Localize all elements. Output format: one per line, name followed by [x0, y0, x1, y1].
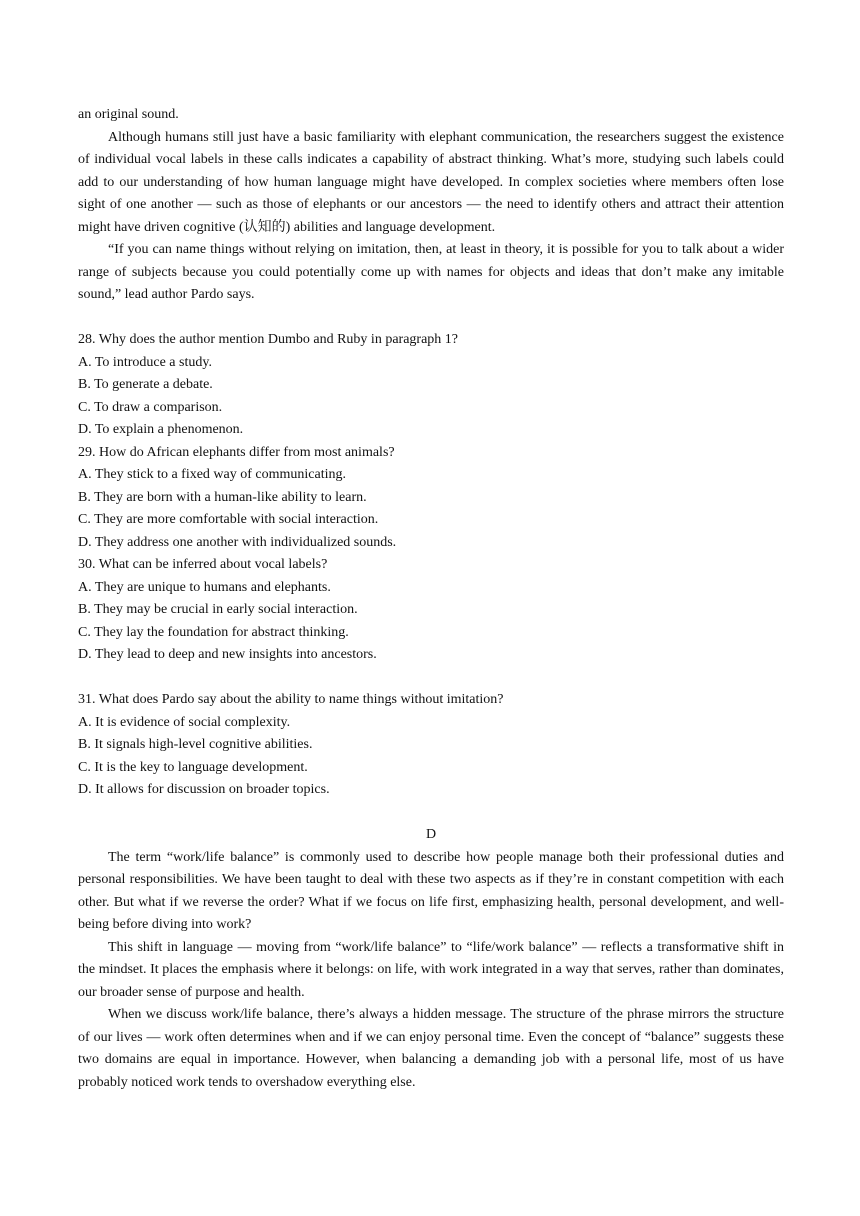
answer-option: B. It signals high-level cognitive abilities. [78, 737, 313, 752]
answer-option: C. It is the key to language development. [78, 759, 308, 775]
passage-c-continuation: an original sound. [78, 107, 179, 122]
passage-c-paragraph: “If you can name things without relying on imitation, then, at least in theory, it is possible for you to talk about a wider range of subjects because you could potentially come up with names for objects and ideas that don’t make any imitable sound,” lead author Pardo says. [78, 242, 784, 302]
passage-d-paragraph: When we discuss work/life balance, there’s always a hidden message. The structure of the phrase mirrors the structure of our lives — work often determines when and if we can enjoy personal time. Even the concept of “balance” suggests these two domains are equal in importance. However, when balancing a demanding job with a personal life, most of us have probably noticed work tends to overshadow everything else. [78, 1007, 784, 1090]
question-31 [78, 689, 784, 802]
passage-c-paragraph: Although humans still just have a basic familiarity with elephant communication, the researchers suggest the existence of individual vocal labels in these calls indicates a capability of abstract thinking. What’s more, studying such labels could add to our understanding of how human language might have developed. In complex societies where members often lose sight of one another — such as those of elephants or our ancestors — the need to identify others and attract their attention might have driven cognitive (认知的) abilities and language development. [78, 129, 784, 235]
answer-option: B. To generate a debate. [78, 377, 213, 392]
passage-d-title: D [425, 827, 437, 842]
document-page [78, 104, 784, 1094]
passage-d-paragraph: The term “work/life balance” is commonly used to describe how people manage both their professional duties and personal responsibilities. We have been taught to deal with these two aspects as if they’re in constant competition with each other. But what if we reverse the order? What if we focus on life first, emphasizing health, personal development, and well-being before diving into work? [78, 849, 784, 932]
question-stem: 29. How do African elephants differ from most animals? [78, 444, 395, 460]
answer-option: A. It is evidence of social complexity. [78, 714, 291, 730]
answer-option: D. They lead to deep and new insights into ancestors. [78, 647, 377, 662]
question-stem: 30. What can be inferred about vocal labels? [78, 557, 328, 572]
answer-option: A. They stick to a fixed way of communicating. [78, 467, 347, 482]
question-30 [78, 554, 784, 667]
answer-option: A. To introduce a study. [78, 354, 212, 370]
answer-option: B. They are born with a human-like ability to learn. [78, 489, 367, 505]
question-28 [78, 329, 784, 442]
spacer [78, 667, 784, 690]
answer-option: D. To explain a phenomenon. [78, 422, 244, 437]
answer-option: C. They are more comfortable with social interaction. [78, 512, 379, 527]
spacer [78, 802, 784, 825]
answer-option: D. They address one another with individualized sounds. [78, 534, 397, 550]
question-29 [78, 442, 784, 555]
passage-d-paragraph: This shift in language — moving from “work/life balance” to “life/work balance” — reflects a transformative shift in the mindset. It places the emphasis where it belongs: on life, with work integrated in a way that serves, rather than dominates, our broader sense of purpose and health. [78, 939, 784, 1000]
question-stem: 28. Why does the author mention Dumbo and Ruby in paragraph 1? [78, 332, 458, 347]
answer-option: D. It allows for discussion on broader topics. [78, 782, 330, 797]
answer-option: C. To draw a comparison. [78, 399, 223, 415]
answer-option: A. They are unique to humans and elephants. [78, 579, 331, 595]
answer-option: C. They lay the foundation for abstract thinking. [78, 624, 349, 640]
question-stem: 31. What does Pardo say about the ability to name things without imitation? [78, 692, 504, 707]
spacer [78, 307, 784, 330]
answer-option: B. They may be crucial in early social interaction. [78, 602, 358, 617]
